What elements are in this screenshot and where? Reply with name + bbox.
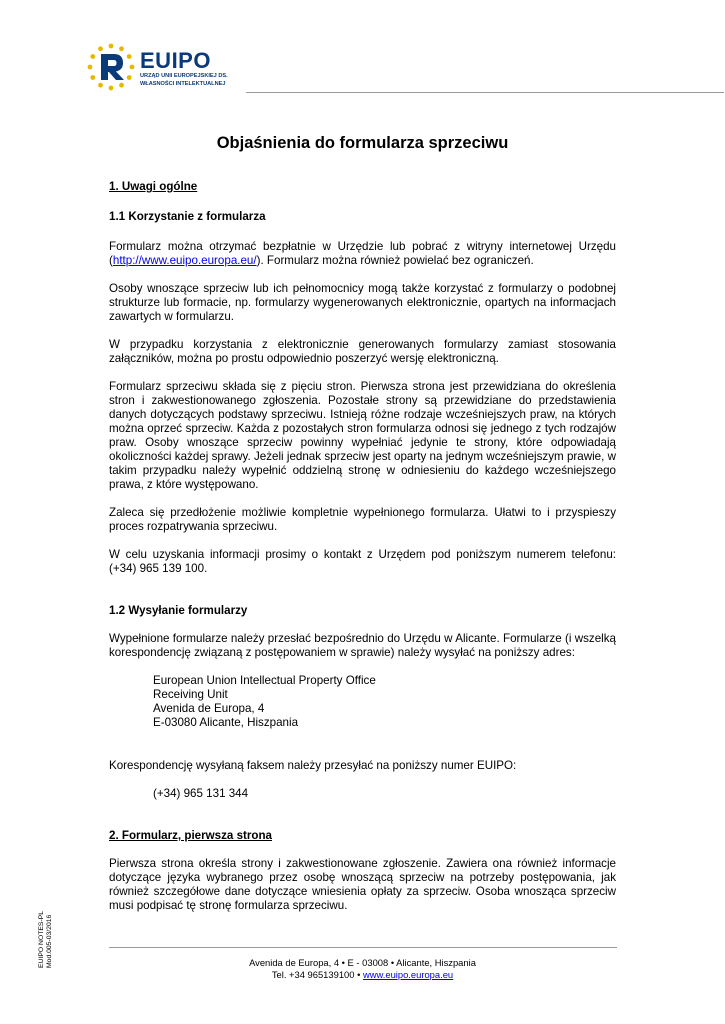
footer-divider — [109, 947, 617, 948]
paragraph-6: W celu uzyskania informacji prosimy o kontakt z Urzędem pod poniższym numerem telefonu: (+34) 965 139 100. — [109, 548, 616, 575]
header-divider — [246, 92, 724, 93]
paragraph-1-text-a: Formularz można otrzymać bezpłatnie w Urzędzie lub pobrać z witryny internetowej Urzędu ( — [109, 240, 616, 267]
paragraph-1-text-b: ). Formularz można również powielać bez ograniczeń. — [256, 254, 534, 267]
address-line: E-03080 Alicante, Hiszpania — [153, 716, 299, 729]
side-note-line-1: EUIPO NOTES-PL — [38, 910, 45, 968]
address-line: European Union Intellectual Property Office — [153, 674, 376, 687]
section-1-heading: 1. Uwagi ogólne — [109, 180, 198, 193]
paragraph-7: Wypełnione formularze należy przesłać bezpośrednio do Urzędu w Alicante. Formularze (i wszelką korespondencję związaną z postępowaniem w sprawie) należy wysyłać na poniższy adres: — [109, 632, 616, 659]
euipo-website-link[interactable]: http://www.euipo.europa.eu/ — [112, 254, 257, 267]
footer-contact — [0, 969, 725, 981]
document-body — [109, 180, 616, 913]
page-title: Objaśnienia do formularza sprzeciwu — [216, 134, 509, 152]
euipo-logo-emblem — [86, 42, 136, 92]
logo-ipo: IPO — [171, 48, 211, 73]
footer-website-link[interactable]: www.euipo.europa.eu — [362, 969, 454, 980]
side-note-line-2: Mod.005-03/2016 — [46, 914, 53, 968]
address-line: Avenida de Europa, 4 — [153, 702, 265, 715]
paragraph-9: Pierwsza strona określa strony i zakwestionowane zgłoszenie. Zawiera ona również informacje dotyczące języka wybranego przez osobę wnoszącą sprzeciw na potrzeby postępowania, jak również szczegółowe dane dotyczące wniesienia opłaty za sprzeciw. Osoba wnosząca sprzeciw musi podpisać tę stronę formularza sprzeciwu. — [109, 857, 616, 912]
paragraph-2: Osoby wnoszące sprzeciw lub ich pełnomocnicy mogą także korzystać z formularzy o podobnej strukturze lub formacie, np. formularzy wygenerowanych elektronicznie, opartych na informacjach zawartych w formularzu. — [109, 282, 616, 323]
footer-phone: Tel. +34 965139100 • — [271, 969, 363, 980]
paragraph-5: Zaleca się przedłożenie możliwie kompletnie wypełnionego formularza. Ułatwi to i przyspieszy proces rozpatrywania sprzeciwu. — [109, 506, 616, 533]
fax-number: (+34) 965 131 344 — [153, 787, 249, 800]
logo-subtitle-1: URZĄD UNII EUROPEJSKIEJ DS. — [140, 73, 228, 79]
paragraph-3: W przypadku korzystania z elektronicznie generowanych formularzy zamiast stosowania załączników, można po prostu odpowiednio poszerzyć wersję elektroniczną. — [109, 338, 616, 365]
page-footer — [0, 957, 725, 981]
page-header — [86, 40, 642, 96]
side-note — [38, 888, 54, 968]
paragraph-8: Korespondencję wysyłaną faksem należy przesyłać na poniższy numer EUIPO: — [109, 759, 517, 772]
paragraph-1 — [109, 240, 616, 268]
section-2-heading: 2. Formularz, pierwsza strona — [109, 829, 273, 842]
footer-address: Avenida de Europa, 4 • E - 03008 • Alicante, Hiszpania — [249, 957, 476, 968]
address-line: Receiving Unit — [153, 688, 228, 701]
logo-text — [140, 50, 228, 88]
logo-wordmark — [140, 50, 228, 72]
paragraph-4: Formularz sprzeciwu składa się z pięciu stron. Pierwsza strona jest przewidziana do określenia stron i zakwestionowanego zgłoszenia. Pozostałe strony są przewidziane do przedstawienia danych dotyczących podstawy sprzeciwu. Istnieją różne rodzaje wcześniejszych praw, na których można oprzeć sprzeciw. Każda z pozostałych stron formularza odnosi się jednego z tych rodzajów praw. Osoby wnoszące sprzeciw powinny wypełniać jedynie te strony, które odpowiadają okoliczności każdej sprawy. Jeżeli jednak sprzeciw jest oparty na jednym wcześniejszym prawie, w takim przypadku należy wypełnić oddzielną stronę w odniesieniu do każdego wcześniejszego prawa, z które występowano. — [109, 380, 616, 491]
logo-subtitle-2: WŁASNOŚCI INTELEKTUALNEJ — [140, 81, 226, 87]
address-block — [109, 674, 616, 730]
section-1-1-heading: 1.1 Korzystanie z formularza — [109, 210, 266, 223]
section-1-2-heading: 1.2 Wysyłanie formularzy — [109, 604, 248, 617]
logo-eu: EU — [140, 48, 172, 73]
